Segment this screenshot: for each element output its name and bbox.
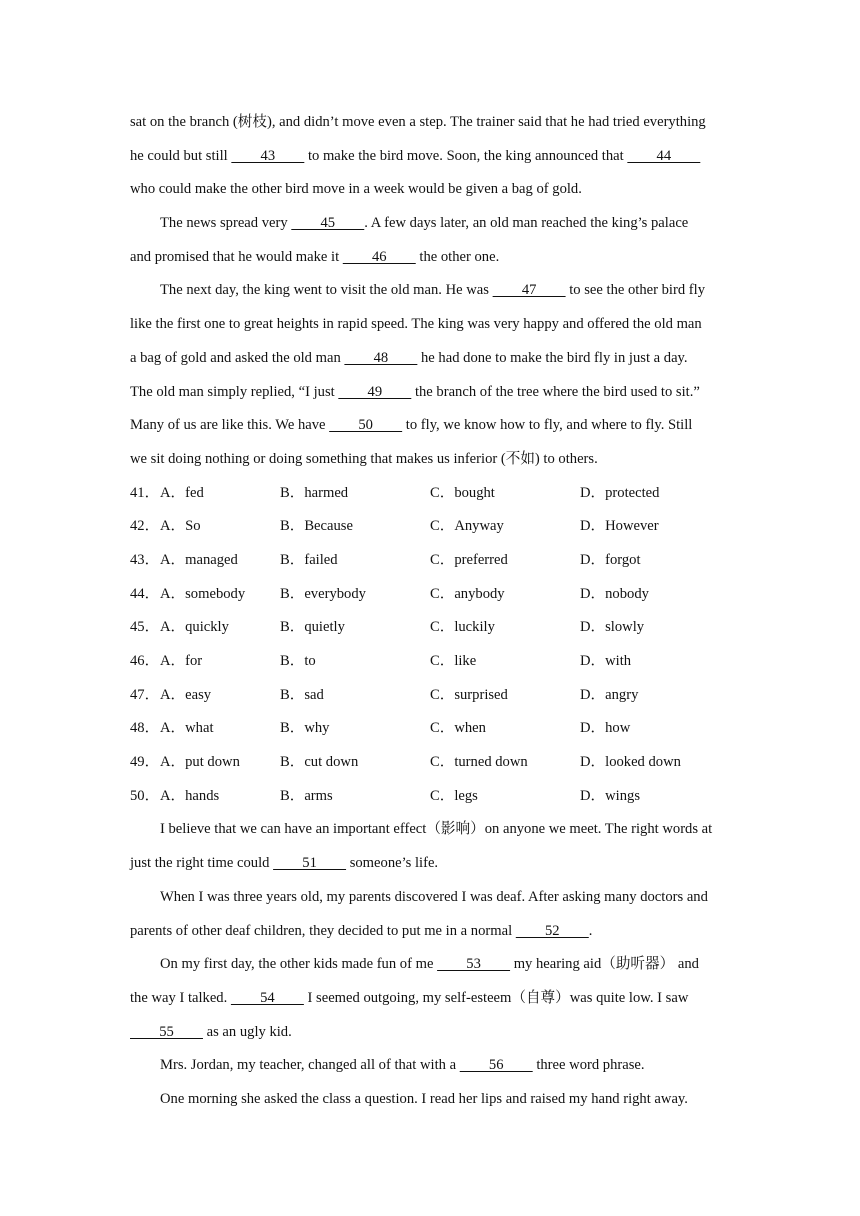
option-d[interactable]: D．However bbox=[580, 518, 659, 535]
option-c[interactable]: C．anybody bbox=[430, 585, 505, 602]
text-line bbox=[130, 409, 730, 443]
question-row-49 bbox=[130, 746, 730, 780]
line-text: Many of us are like this. We have bbox=[130, 417, 330, 434]
text-line bbox=[130, 207, 730, 241]
line-text: we sit doing nothing or doing something that makes us inferior (不如) to others. bbox=[130, 450, 598, 467]
option-c[interactable]: C．preferred bbox=[430, 551, 508, 568]
option-b[interactable]: B．sad bbox=[280, 686, 324, 703]
option-b[interactable]: B．harmed bbox=[280, 484, 349, 501]
option-a[interactable]: A．easy bbox=[160, 686, 212, 703]
line-text: and promised that he would make it bbox=[130, 248, 343, 265]
option-c[interactable]: C．Anyway bbox=[430, 518, 504, 535]
line-text: the other one. bbox=[415, 248, 500, 265]
blank-44[interactable]: 44 bbox=[627, 147, 701, 164]
line-text: I seemed outgoing, my self-esteem（自尊）was quite low. I saw bbox=[303, 989, 689, 1006]
blank-54[interactable]: 54 bbox=[230, 989, 304, 1006]
option-c[interactable]: C．bought bbox=[430, 484, 495, 501]
line-text: as an ugly kid. bbox=[202, 1023, 292, 1040]
option-c[interactable]: C．turned down bbox=[430, 754, 528, 771]
question-row-46 bbox=[130, 645, 730, 679]
question-number: 43． bbox=[130, 551, 160, 568]
option-a[interactable]: A．put down bbox=[160, 754, 240, 771]
blank-56[interactable]: 56 bbox=[459, 1057, 533, 1074]
line-text: . bbox=[588, 922, 593, 939]
question-row-43 bbox=[130, 544, 730, 578]
text-line bbox=[130, 106, 730, 140]
option-b[interactable]: B．to bbox=[280, 653, 316, 669]
blank-46[interactable]: 46 bbox=[342, 248, 416, 265]
question-number: 47． bbox=[130, 686, 160, 703]
blank-45[interactable]: 45 bbox=[291, 215, 365, 232]
text-line bbox=[130, 847, 730, 881]
blank-51[interactable]: 51 bbox=[273, 855, 347, 872]
line-text: my hearing aid（助听器） and bbox=[510, 956, 699, 973]
blank-52[interactable]: 52 bbox=[515, 922, 589, 939]
option-b[interactable]: B．arms bbox=[280, 787, 333, 804]
question-number: 45． bbox=[130, 619, 160, 636]
question-number: 44． bbox=[130, 585, 160, 602]
option-d[interactable]: D．looked down bbox=[580, 754, 681, 771]
option-a[interactable]: A．hands bbox=[160, 787, 220, 804]
line-text: Mrs. Jordan, my teacher, changed all of that with a bbox=[160, 1057, 460, 1074]
line-text: One morning she asked the class a question. I read her lips and raised my hand right away. bbox=[160, 1090, 688, 1107]
line-text: The news spread very bbox=[160, 215, 292, 232]
line-text: The old man simply replied, “I just bbox=[130, 383, 339, 400]
line-text: the way I talked. bbox=[130, 989, 231, 1006]
line-text: he could but still bbox=[130, 147, 232, 164]
option-b[interactable]: B．quietly bbox=[280, 619, 345, 636]
blank-49[interactable]: 49 bbox=[338, 383, 412, 400]
option-d[interactable]: D．nobody bbox=[580, 585, 649, 602]
option-c[interactable]: C．like bbox=[430, 653, 477, 669]
option-d[interactable]: D．slowly bbox=[580, 619, 645, 636]
blank-50[interactable]: 50 bbox=[329, 417, 403, 434]
question-row-41 bbox=[130, 477, 730, 511]
text-line bbox=[130, 982, 730, 1016]
line-text: just the right time could bbox=[130, 855, 274, 872]
option-b[interactable]: B．everybody bbox=[280, 585, 366, 602]
option-c[interactable]: C．when bbox=[430, 720, 486, 737]
blank-48[interactable]: 48 bbox=[344, 349, 418, 366]
option-a[interactable]: A．quickly bbox=[160, 619, 229, 636]
line-text: sat on the branch (树枝), and didn’t move even a step. The trainer said that he had tried everything bbox=[130, 114, 706, 130]
question-number: 50． bbox=[130, 787, 160, 804]
line-text: three word phrase. bbox=[532, 1057, 645, 1074]
line-text: On my first day, the other kids made fun of me bbox=[160, 956, 438, 973]
question-row-48 bbox=[130, 712, 730, 746]
text-line bbox=[130, 376, 730, 410]
text-line bbox=[130, 443, 730, 477]
question-row-47 bbox=[130, 679, 730, 713]
question-row-44 bbox=[130, 578, 730, 612]
option-a[interactable]: A．fed bbox=[160, 484, 204, 501]
passage-one bbox=[130, 106, 730, 477]
line-text: he had done to make the bird fly in just a day. bbox=[417, 349, 688, 366]
option-d[interactable]: D．protected bbox=[580, 484, 660, 501]
line-text: The next day, the king went to visit the old man. He was bbox=[160, 282, 493, 299]
option-a[interactable]: A．what bbox=[160, 720, 214, 737]
question-number: 49． bbox=[130, 754, 160, 771]
option-a[interactable]: A．So bbox=[160, 518, 201, 535]
text-line bbox=[130, 241, 730, 275]
line-text: to fly, we know how to fly, and where to fly. Still bbox=[402, 417, 693, 434]
text-line bbox=[130, 274, 730, 308]
text-line bbox=[130, 948, 730, 982]
line-text: the branch of the tree where the bird used to sit.” bbox=[411, 383, 700, 400]
question-list bbox=[130, 477, 730, 814]
question-number: 41． bbox=[130, 484, 160, 501]
option-d[interactable]: D．forgot bbox=[580, 551, 641, 568]
option-b[interactable]: B．why bbox=[280, 720, 330, 737]
blank-43[interactable]: 43 bbox=[231, 147, 305, 164]
blank-47[interactable]: 47 bbox=[492, 282, 566, 299]
line-text: . A few days later, an old man reached the king’s palace bbox=[364, 215, 689, 232]
text-line bbox=[130, 308, 730, 342]
option-b[interactable]: B．Because bbox=[280, 518, 353, 535]
option-c[interactable]: C．luckily bbox=[430, 619, 495, 636]
text-line bbox=[130, 342, 730, 376]
line-text: someone’s life. bbox=[346, 855, 439, 872]
line-text: When I was three years old, my parents discovered I was deaf. After asking many doctors and bbox=[160, 888, 708, 905]
passage-two bbox=[130, 813, 730, 1116]
option-c[interactable]: C．surprised bbox=[430, 686, 508, 703]
text-line bbox=[130, 1083, 730, 1117]
option-b[interactable]: B．cut down bbox=[280, 754, 359, 771]
line-text: to see the other bird fly bbox=[565, 282, 706, 299]
question-row-50 bbox=[130, 780, 730, 814]
option-a[interactable]: A．managed bbox=[160, 551, 238, 568]
question-number: 46． bbox=[130, 653, 160, 669]
line-text: to make the bird move. Soon, the king announced that bbox=[304, 147, 628, 164]
question-row-45 bbox=[130, 611, 730, 645]
text-line bbox=[130, 915, 730, 949]
option-d[interactable]: D．with bbox=[580, 653, 632, 669]
line-text: parents of other deaf children, they decided to put me in a normal bbox=[130, 922, 516, 939]
option-d[interactable]: D．how bbox=[580, 720, 631, 737]
option-c[interactable]: C．legs bbox=[430, 787, 478, 804]
text-line bbox=[130, 173, 730, 207]
text-line bbox=[130, 140, 730, 174]
blank-53[interactable]: 53 bbox=[437, 956, 511, 973]
option-a[interactable]: A．for bbox=[160, 653, 203, 669]
document-content bbox=[130, 106, 730, 1117]
question-number: 48． bbox=[130, 720, 160, 737]
question-number: 42． bbox=[130, 518, 160, 535]
option-b[interactable]: B．failed bbox=[280, 551, 338, 568]
text-line bbox=[130, 813, 730, 847]
blank-55[interactable]: 55 bbox=[130, 1023, 203, 1040]
option-d[interactable]: D．angry bbox=[580, 686, 639, 703]
option-a[interactable]: A．somebody bbox=[160, 585, 246, 602]
line-text: who could make the other bird move in a week would be given a bag of gold. bbox=[130, 181, 582, 198]
text-line bbox=[130, 1049, 730, 1083]
line-text: like the first one to great heights in rapid speed. The king was very happy and offered the old man bbox=[130, 316, 702, 333]
question-row-42 bbox=[130, 510, 730, 544]
line-text: a bag of gold and asked the old man bbox=[130, 349, 345, 366]
text-line bbox=[130, 881, 730, 915]
line-text: I believe that we can have an important effect（影响）on anyone we meet. The right words at bbox=[160, 821, 713, 838]
option-d[interactable]: D．wings bbox=[580, 787, 640, 804]
text-line bbox=[130, 1016, 730, 1050]
